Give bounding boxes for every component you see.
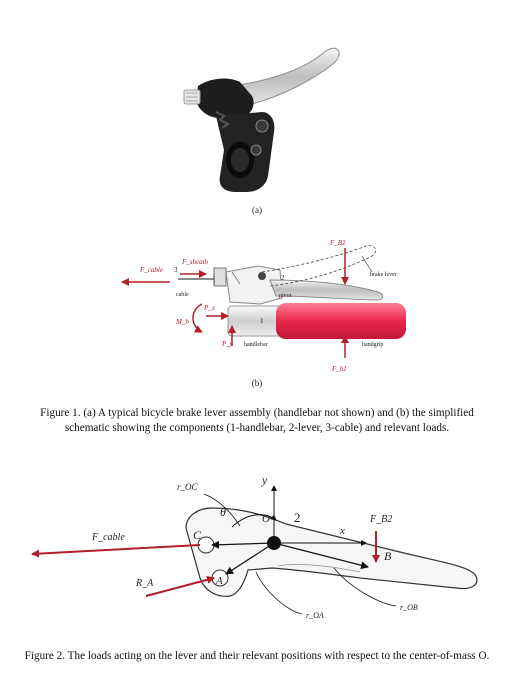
pivot-label: pivot: [279, 293, 292, 299]
handlebar-label: handlebar: [244, 342, 268, 348]
component-1-label: 1: [260, 317, 264, 325]
f-h1-label: F_h1: [332, 365, 347, 373]
f-cable-label-fig2: F_cable: [92, 532, 125, 543]
figure-a-label: (a): [252, 205, 262, 215]
handgrip-shape: [276, 303, 406, 339]
point-c-label: C: [193, 528, 202, 542]
f-b2-label-b: F_B2: [330, 239, 346, 247]
r-ob-label: r_OB: [400, 603, 418, 612]
component-3-label: 3: [174, 266, 178, 274]
p-x-label: P_x: [204, 304, 215, 312]
f-b2-label-fig2: F_B2: [370, 514, 393, 525]
r-oc-label: r_OC: [177, 482, 198, 492]
cable-label: cable: [176, 292, 189, 298]
m-b-label: M_b: [176, 318, 189, 326]
component-2-fig2: 2: [294, 510, 301, 525]
origin-o-label: O: [262, 513, 270, 525]
brake-lever-label: brake lever: [370, 272, 397, 278]
f-sheath-label: F_sheath: [182, 258, 209, 266]
r-oa-label: r_OA: [306, 611, 324, 620]
component-2-label: 2: [281, 274, 285, 282]
brake-lever-photo: [184, 48, 339, 192]
x-axis-label: x: [340, 525, 345, 537]
r-a-label: R_A: [136, 578, 154, 589]
f-cable-label-b: F_cable: [140, 266, 163, 274]
figure1-caption: Figure 1. (a) A typical bicycle brake lever assembly (handlebar not shown) and (b) the simplified schematic showing the components (1-handlebar, 2-lever, 3-cable) and relevant loads.: [40, 407, 474, 434]
y-axis-label: y: [262, 473, 268, 487]
handgrip-label: handgrip: [362, 342, 384, 348]
point-a-label: A: [216, 575, 223, 587]
p-y-label: P_y: [222, 340, 233, 348]
lever-fbd: [32, 486, 477, 614]
theta-label: θ: [220, 505, 226, 519]
figure2-caption: Figure 2. The loads acting on the lever and their relevant positions with respect to the center-of-mass O.: [24, 650, 490, 662]
point-b-label: B: [384, 549, 392, 563]
figure-b-label: (b): [251, 378, 263, 388]
